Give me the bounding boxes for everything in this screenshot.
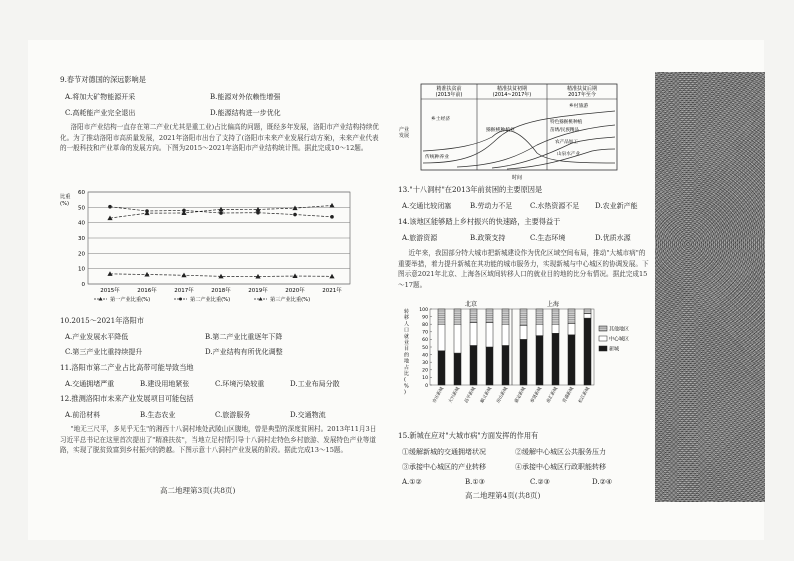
data-point (329, 203, 334, 208)
shibadong-industry-diagram (397, 83, 622, 183)
y-axis-label-char: ) (404, 389, 406, 396)
bar-segment (470, 345, 477, 385)
bar-segment (568, 323, 575, 334)
q9-option-d[interactable]: D.能源结构进一步优化 (210, 109, 281, 117)
q14-option-b[interactable]: B.政策支持 (470, 234, 506, 242)
curve-processing (492, 137, 615, 168)
q13-stem: 13."十八洞村"在2013年前贫困的主要原因是 (398, 185, 543, 194)
y-tick-label: 10 (78, 266, 85, 273)
y-tick-label: 0 (425, 383, 428, 389)
q10-option-d[interactable]: D.产业结构有所优化调整 (205, 348, 283, 356)
x-tick-label: 2018年 (211, 288, 231, 294)
y-axis-label-char: 转 (404, 309, 410, 315)
q11-option-b[interactable]: B.建设用地紧张 (140, 380, 190, 388)
q11-option-a[interactable]: A.交通拥堵严重 (65, 380, 115, 388)
scan-noise-strip (655, 72, 765, 502)
label-agri-processing: 农产品加工 (555, 140, 578, 145)
q15-option-c[interactable]: C.②③ (530, 478, 550, 486)
q10-option-a[interactable]: A.产业发展水平降低 (65, 333, 129, 341)
bar-segment (486, 347, 493, 385)
x-tick-label: 大兴新城 (448, 386, 462, 405)
curve-kiwi (457, 125, 615, 167)
q9-option-c[interactable]: C.高耗能产业完全退出 (65, 109, 136, 117)
data-point (330, 215, 334, 219)
q13-option-b[interactable]: B.劳动力不足 (470, 202, 513, 210)
x-tick-label: 青浦新城 (562, 386, 576, 405)
q14-stem: 14.该地区能够踏上乡村振兴的快速路，主要得益于 (398, 217, 561, 226)
bar-segment (438, 351, 445, 385)
y-axis-label-char: 就 (404, 333, 410, 340)
label-specialty-kiwi: 特色猕猴桃种植 (550, 120, 583, 125)
legend-label: 新城 (609, 346, 620, 353)
q11-option-d[interactable]: D.工业布局分散 (290, 380, 340, 388)
luoyang-industry-chart (58, 186, 358, 314)
y-axis-label-char: 人 (404, 321, 410, 328)
passage-shibadong: "地无三尺平，多见乎无生"的湘西十八洞村地处武陵山区腹地，曾是典型的深度贫困村。2013年11月3日习近平总书记在这里首次提出了"精准扶贫"，当地立足村情引导十八洞村走特色乡村旅游、发展特色产业等道路，实现了脱贫致富到乡村振兴的跨越。下图示意十八洞村产业发展的阶段。据此完成13～15题。 (60, 425, 377, 454)
diagram-y-axis-label: 产业发展 (399, 127, 410, 139)
q15-option-d[interactable]: D.②④ (592, 478, 613, 486)
passage-luoyang: 洛阳市产业结构一直存在第二产业(尤其是重工业)占比偏高的问题，既经多年发展，洛阳市产业结构持续优化。为了推动洛阳市高质量发展，2021年洛阳市出台了支持了(洛阳市未来产业发展行动方案)，未来产业代表的一般科技和产业革命的发展方向。下图为2015～2021年洛阳市产业结构统计图。据此完成10～12题。 (60, 123, 380, 152)
label-local-economy: 乡土经济 (431, 117, 451, 122)
y-axis-label-char: 的 (404, 352, 410, 359)
bar-segment (438, 324, 445, 351)
x-tick-label: 顺义新城 (480, 386, 494, 405)
bar-segment (584, 309, 591, 314)
y-axis-label-char: 口 (404, 327, 410, 334)
bar-segment (520, 339, 527, 385)
migrant-destination-chart (398, 293, 654, 421)
label-kiwi-industry: 猕猴桃种植业 (486, 128, 515, 133)
label-rural-tourism: 乡村旅游 (569, 104, 589, 109)
group-label-beijing: 北京 (464, 301, 478, 308)
q9-option-a[interactable]: A.将加大矿物能源开采 (65, 93, 136, 101)
y-tick-label: 100 (419, 307, 428, 313)
y-axis-label-char: 地 (404, 358, 410, 365)
stage-1-label: 精准扶贫前(2013年前) (435, 86, 463, 98)
page-footer-right: 高二地理第4页(共8页) (465, 491, 541, 500)
stage-2-label: 精准扶贫初期(2014~2017年) (492, 86, 532, 98)
x-tick-label: 2020年 (285, 288, 305, 294)
x-tick-label: 昌平新城 (464, 386, 478, 405)
y-axis-label-char: 目 (404, 346, 410, 353)
q15-statement-2: ②缓解中心城区公共服务压力 (515, 448, 606, 456)
q14-option-a[interactable]: A.旅游资源 (402, 234, 438, 242)
bar-segment (520, 326, 527, 340)
x-tick-label: 2017年 (174, 288, 194, 294)
x-tick-label: 房山新城 (496, 386, 510, 405)
y-axis-label-char: 占 (404, 364, 410, 371)
q12-stem: 12.推测洛阳市未来产业发展项目可能包括 (60, 394, 194, 403)
bar-segment (584, 314, 591, 319)
x-tick-label: 奉贤新城 (530, 386, 544, 405)
y-axis-label-char: % (404, 383, 409, 390)
curve-tourism (423, 111, 615, 163)
q9-stem: 9.春节对德国的深远影响是 (60, 75, 146, 84)
data-point (293, 213, 297, 217)
x-tick-label: 2016年 (137, 288, 157, 294)
x-tick-label: 松江新城 (578, 386, 592, 405)
y-tick-label: 70 (422, 330, 428, 336)
q12-option-c[interactable]: C.旅游服务 (215, 411, 251, 419)
legend-label: 其他地区 (609, 326, 630, 333)
y-tick-label: 20 (78, 251, 85, 258)
data-point (108, 205, 112, 209)
q10-option-b[interactable]: B.第二产业比重逐年下降 (205, 333, 283, 341)
passage-new-towns: 近年来，我国部分特大城市把新城建设作为优化区域空间布局，推动"大城市病"的重要举措，着力提升新城在其功能的城市服务力，实现新城与中心城区的协调发展。下图示意2021年北京、上海各区域间转移人口的就业目的地的比分布情况。据此完成15～17题。 (398, 249, 649, 289)
y-axis-unit: (%) (60, 201, 69, 207)
q11-stem: 11.洛阳市第二产业占比高带可能导致当地 (60, 363, 194, 372)
legend-label: 第三产业比重(%) (270, 297, 311, 303)
bar-segment (536, 324, 543, 335)
data-point (144, 211, 149, 216)
y-tick-label: 30 (78, 236, 85, 242)
legend-label: 中心城区 (609, 336, 630, 343)
y-tick-label: 40 (78, 220, 85, 227)
q12-option-d[interactable]: D.交通物流 (290, 411, 326, 419)
q12-option-b[interactable]: B.生态农业 (140, 411, 176, 419)
x-tick-label: 南汇新城 (546, 386, 560, 405)
data-point (329, 274, 334, 279)
legend-marker (179, 298, 182, 301)
y-tick-label: 40 (422, 353, 428, 359)
y-tick-label: 50 (422, 345, 428, 351)
bar-segment (584, 318, 591, 385)
y-tick-label: 30 (422, 361, 428, 366)
bar-segment (552, 333, 559, 385)
legend-label: 第二产业比重(%) (190, 297, 231, 303)
diagram-x-axis-label: 时间 (511, 175, 523, 181)
label-miao-embroidery: 苗绣/民族精品 (550, 128, 580, 133)
y-tick-label: 20 (422, 368, 428, 374)
y-tick-label: 50 (78, 205, 85, 212)
bar-segment (520, 309, 527, 326)
q15-option-a[interactable]: A.①② (402, 478, 422, 486)
q13-option-a[interactable]: A.交通比较闭塞 (402, 202, 452, 210)
q11-option-c[interactable]: C.环境污染较重 (215, 380, 265, 388)
q10-option-c[interactable]: C.第三产业比重持续提升 (65, 348, 143, 356)
y-axis-label-char: 比 (404, 371, 410, 377)
y-tick-label: 60 (422, 338, 428, 344)
legend-swatch (599, 336, 607, 341)
bar-segment (454, 324, 461, 353)
bar-segment (486, 323, 493, 347)
x-tick-label: 嘉定新城 (514, 386, 528, 405)
q15-statement-1: ①缓解新城的交通拥堵状况 (402, 448, 486, 456)
y-tick-label: 90 (422, 315, 428, 321)
bar-segment (552, 324, 559, 333)
y-axis-label-char: 业 (404, 340, 410, 346)
label-traditional: 传统种养业 (425, 155, 449, 160)
bar-segment (568, 335, 575, 385)
bar-segment (502, 345, 509, 385)
x-tick-label: 2019年 (248, 288, 268, 294)
q14-option-d[interactable]: D.优质水源 (595, 234, 631, 242)
legend-swatch (599, 346, 607, 351)
legend-label: 第一产业比重(%) (110, 297, 151, 303)
y-axis-label: 比重 (60, 194, 71, 200)
page-footer-left: 高二地理第3页(共8页) (160, 486, 236, 495)
x-tick-label: 2015年 (100, 288, 120, 294)
bar-segment (536, 336, 543, 385)
q10-stem: 10.2015～2021年洛阳市 (60, 316, 144, 325)
y-tick-label: 80 (422, 323, 428, 328)
q14-option-c[interactable]: C.生态环境 (530, 234, 566, 242)
q15-statement-3: ③承接中心城区的产业转移 (402, 463, 486, 471)
q15-option-b[interactable]: B.①③ (465, 478, 485, 486)
bar-segment (502, 324, 509, 345)
y-axis-label-char: 移 (404, 315, 410, 322)
q12-option-a[interactable]: A.前沿材料 (65, 411, 101, 419)
q15-statement-4: ④承接中心城区行政职能转移 (515, 463, 606, 471)
q13-option-c[interactable]: C.水热资源不足 (530, 202, 580, 210)
label-spring-water: 山泉水产业 (557, 152, 580, 157)
y-tick-label: 0 (81, 282, 85, 288)
curve-traditional (423, 130, 615, 163)
group-label-shanghai: 上海 (546, 301, 560, 308)
x-tick-label: 亦庄新城 (432, 386, 446, 405)
q13-option-d[interactable]: D.农业新产能 (595, 202, 638, 210)
q15-stem: 15.新城在应对"大城市病"方面发挥的作用有 (398, 431, 539, 440)
data-point (219, 211, 223, 215)
q9-option-b[interactable]: B.能源对外依赖性增强 (210, 93, 281, 101)
y-axis-label-char: ( (404, 377, 406, 384)
bar-segment (454, 353, 461, 385)
y-tick-label: 10 (422, 376, 428, 382)
x-tick-label: 2021年 (322, 288, 342, 294)
y-tick-label: 60 (78, 190, 85, 196)
bar-segment (470, 323, 477, 346)
stage-3-label: 精准扶贫后期 2017年至今 (566, 86, 598, 98)
